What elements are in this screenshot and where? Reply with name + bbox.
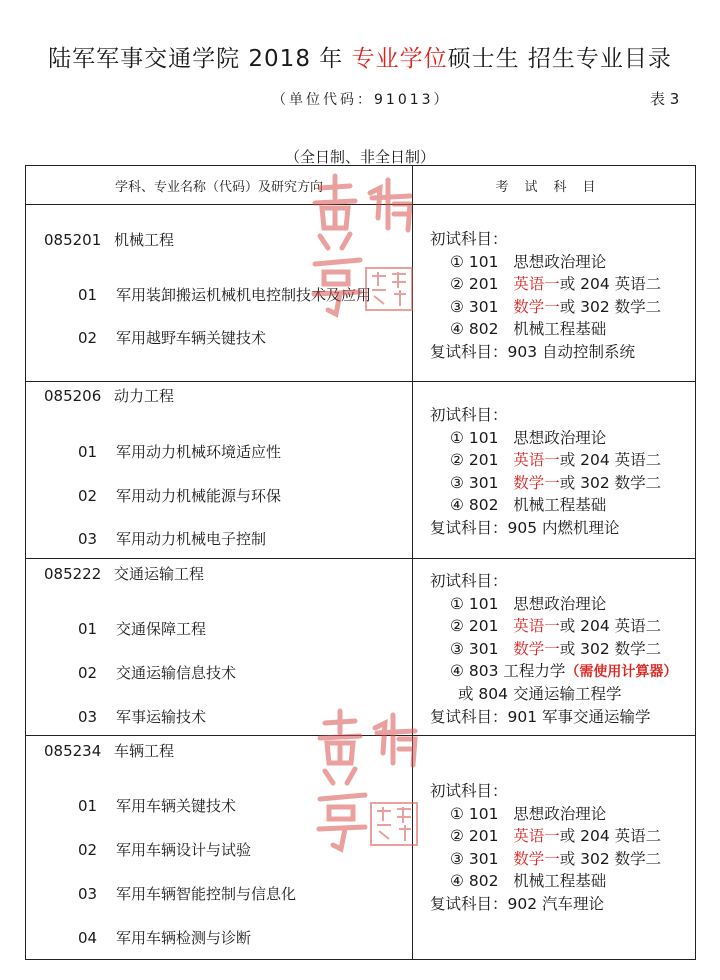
research-direction: 01 军用动力机械环境适应性: [78, 443, 282, 461]
calculator-note: （需使用计算器）: [565, 664, 678, 681]
retest-subject: 复试科目：902 汽车理论: [430, 894, 605, 913]
subject-professional: ④ 802 机械工程基础: [450, 496, 607, 515]
preliminary-label: 初试科目：: [430, 406, 508, 424]
subject-politics: ① 101 思想政治理论: [450, 804, 607, 823]
major-name: 085234 车辆工程: [44, 742, 175, 760]
major-name: 085222 交通运输工程: [44, 565, 205, 583]
exam-subjects: [430, 570, 677, 728]
subject-professional: ④ 802 机械工程基础: [450, 872, 607, 891]
major-name: 085201 机械工程: [44, 231, 175, 249]
exam-subjects: [430, 780, 661, 916]
subject-english: ② 201 英语一或 204 英语二: [450, 451, 662, 470]
subject-math: ③ 301 数学一或 302 数学二: [450, 639, 662, 658]
research-direction: 02 军用越野车辆关键技术: [78, 329, 267, 347]
header-exam: 考试科目: [495, 180, 612, 195]
research-direction: 03 军用车辆智能控制与信息化: [78, 885, 297, 903]
research-direction: 02 交通运输信息技术: [78, 664, 237, 682]
preliminary-label: 初试科目：: [430, 230, 508, 248]
retest-subject: 复试科目：903 自动控制系统: [430, 342, 636, 361]
subject-professional: ④ 803 工程力学（需使用计算器）: [450, 662, 678, 681]
research-direction: 03 军用动力机械电子控制: [78, 530, 267, 548]
subject-alternative: 或 804 交通运输工程学: [458, 684, 622, 703]
watermark-seal: [305, 703, 425, 853]
exam-subjects: [430, 404, 661, 540]
subject-politics: ① 101 思想政治理论: [450, 252, 607, 271]
major-name: 085206 动力工程: [44, 387, 175, 405]
preliminary-label: 初试科目：: [430, 782, 508, 800]
subject-english: ② 201 英语一或 204 英语二: [450, 827, 662, 846]
watermark-seal: [300, 168, 420, 318]
subject-math: ③ 301 数学一或 302 数学二: [450, 849, 662, 868]
research-direction: 02 军用车辆设计与试验: [78, 841, 252, 859]
subject-english: ② 201 英语一或 204 英语二: [450, 617, 662, 636]
research-direction: 01 交通保障工程: [78, 620, 207, 638]
subject-english: ② 201 英语一或 204 英语二: [450, 275, 662, 294]
subject-politics: ① 101 思想政治理论: [450, 594, 607, 613]
subject-math: ③ 301 数学一或 302 数学二: [450, 473, 662, 492]
study-mode: （全日制、非全日制）: [284, 148, 435, 166]
research-direction: 04 军用车辆检测与诊断: [78, 929, 252, 947]
subject-professional: ④ 802 机械工程基础: [450, 320, 607, 339]
unit-code: （单位代码：91013）: [272, 92, 451, 108]
subject-politics: ① 101 思想政治理论: [450, 428, 607, 447]
page-title: 陆军军事交通学院 2018 年 专业学位硕士生 招生专业目录: [48, 46, 672, 72]
row-divider: [26, 381, 695, 382]
research-direction: 01 军用车辆关键技术: [78, 797, 237, 815]
table-number: 表 3: [650, 90, 680, 108]
research-direction: 02 军用动力机械能源与环保: [78, 487, 282, 505]
title-highlight: 专业学位: [351, 46, 448, 72]
header-major: 学科、专业名称（代码）及研究方向: [114, 180, 323, 195]
research-direction: 01 军用装卸搬运机械机电控制技术及应用: [78, 286, 372, 304]
subject-math: ③ 301 数学一或 302 数学二: [450, 297, 662, 316]
exam-subjects: [430, 228, 661, 364]
row-divider: [26, 558, 695, 559]
preliminary-label: 初试科目：: [430, 572, 508, 590]
research-direction: 03 军事运输技术: [78, 708, 207, 726]
retest-subject: 复试科目：901 军事交通运输学: [430, 707, 651, 726]
retest-subject: 复试科目：905 内燃机理论: [430, 518, 620, 537]
